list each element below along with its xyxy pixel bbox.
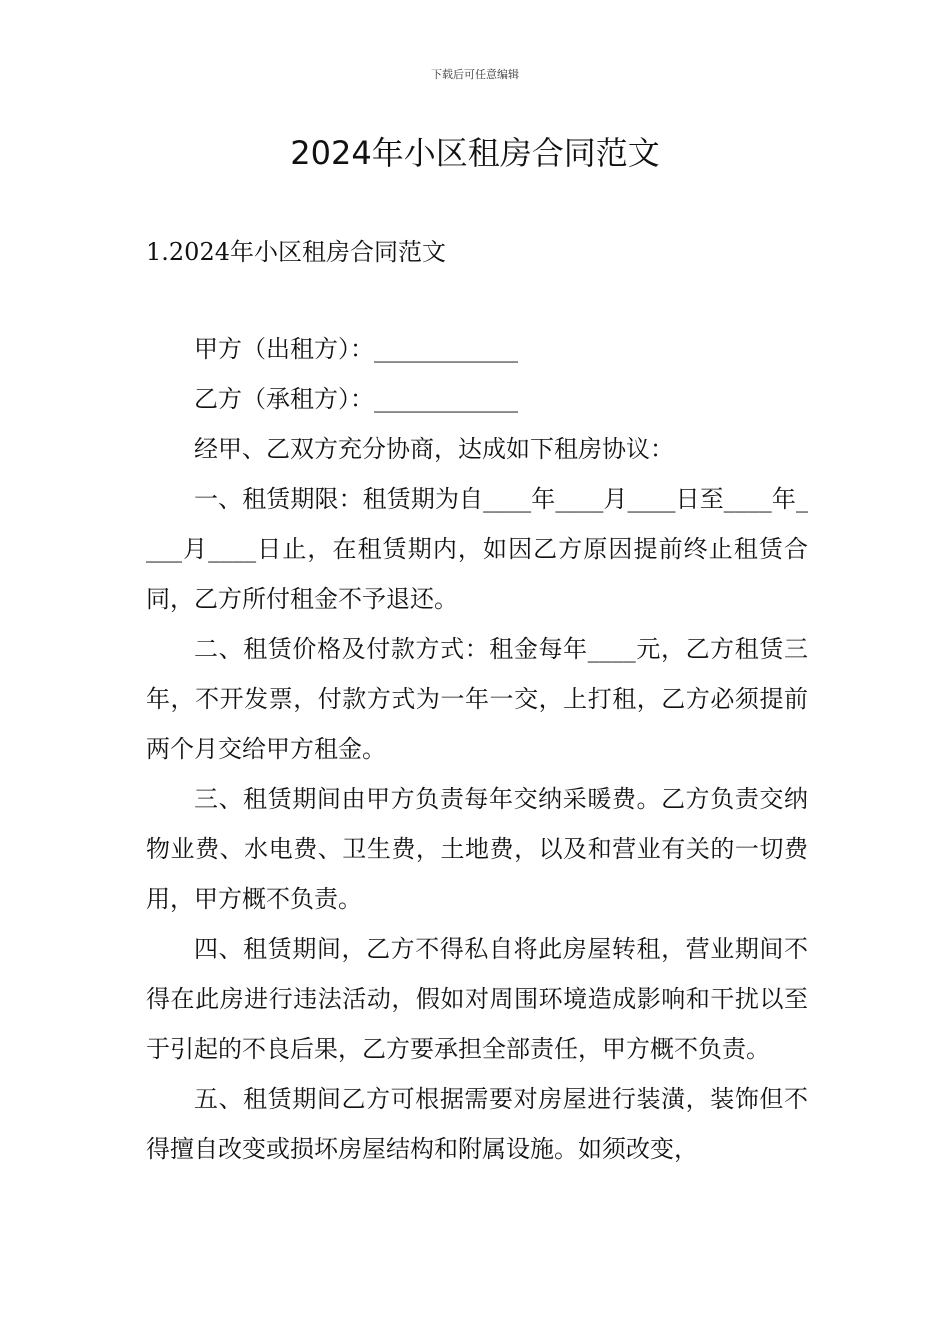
clause-2-price-payment: 二、租赁价格及付款方式：租金每年____元，乙方租赁三年，不开发票，付款方式为一年一交，上打租，乙方必须提前两个月交给甲方租金。: [146, 635, 808, 763]
contract-body: [146, 324, 808, 1174]
section-heading: 1.2024年小区租房合同范文: [146, 238, 446, 266]
clause-5-decoration: 五、租赁期间乙方可根据需要对房屋进行装潢，装饰但不得擅自改变或损坏房屋结构和附属设施。如须改变，: [146, 1085, 808, 1163]
document-title: 2024年小区租房合同范文: [290, 134, 660, 172]
party-b-line: 乙方（承租方）：____________: [194, 385, 518, 413]
clause-1-lease-term: 一、租赁期限：租赁期为自____年____月____日至____年____月____日止，在租赁期内，如因乙方原因提前终止租赁合同，乙方所付租金不予退还。: [146, 485, 808, 613]
clause-4-restrictions: 四、租赁期间，乙方不得私自将此房屋转租，营业期间不得在此房进行违法活动，假如对周围环境造成影响和干扰以至于引起的不良后果，乙方要承担全部责任，甲方概不负责。: [146, 935, 808, 1063]
clause-3-fees: 三、租赁期间由甲方负责每年交纳采暖费。乙方负责交纳物业费、水电费、卫生费，土地费，以及和营业有关的一切费用，甲方概不负责。: [146, 785, 808, 913]
header-note: 下载后可任意编辑: [431, 68, 519, 81]
party-a-line: 甲方（出租方）：____________: [194, 335, 518, 363]
agreement-intro: 经甲、乙双方充分协商，达成如下租房协议：: [194, 435, 674, 463]
